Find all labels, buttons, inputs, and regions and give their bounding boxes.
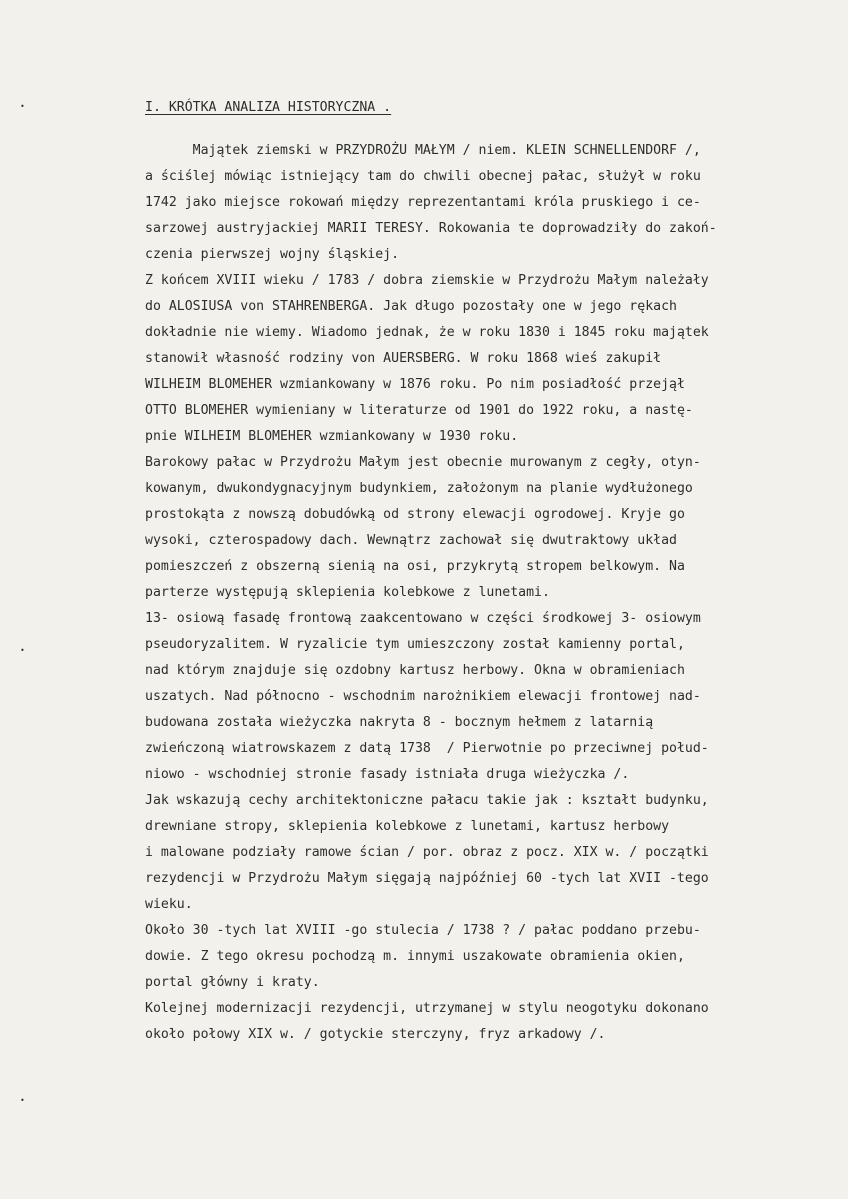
text-line: do ALOSIUSA von STAHRENBERGA. Jak długo pozostały one w jego rękach bbox=[145, 299, 677, 314]
text-line: a ściślej mówiąc istniejący tam do chwili obecnej pałac, służył w roku bbox=[145, 169, 701, 184]
text-line: i malowane podziały ramowe ścian / por. obraz z pocz. XIX w. / początki bbox=[145, 845, 709, 860]
text-line: prostokąta z nowszą dobudówką od strony elewacji ogrodowej. Kryje go bbox=[145, 507, 685, 522]
paragraph-list bbox=[145, 138, 795, 1048]
text-line: Jak wskazują cechy architektoniczne pałacu takie jak : kształt budynku, bbox=[145, 793, 709, 808]
text-line: stanowił własność rodziny von AUERSBERG. W roku 1868 wieś zakupił bbox=[145, 351, 662, 366]
text-line: parterze występują sklepienia kolebkowe z lunetami. bbox=[145, 585, 550, 600]
text-line: nad którym znajduje się ozdobny kartusz herbowy. Okna w obramieniach bbox=[145, 663, 685, 678]
paragraph bbox=[145, 138, 795, 268]
text-line: 13- osiową fasadę frontową zaakcentowano w części środkowej 3- osiowym bbox=[145, 611, 701, 626]
text-line: rezydencji w Przydrożu Małym sięgają najpóźniej 60 -tych lat XVII -tego bbox=[145, 871, 709, 886]
text-line: Majątek ziemski w PRZYDROŻU MAŁYM / niem. KLEIN SCHNELLENDORF /, bbox=[145, 143, 701, 158]
text-line: pomieszczeń z obszerną sienią na osi, przykrytą stropem belkowym. Na bbox=[145, 559, 685, 574]
text-line: OTTO BLOMEHER wymieniany w literaturze od 1901 do 1922 roku, a nastę- bbox=[145, 403, 693, 418]
punch-mark bbox=[20, 1098, 25, 1103]
text-line: wieku. bbox=[145, 897, 193, 912]
paragraph bbox=[145, 996, 795, 1048]
text-line: uszatych. Nad północno - wschodnim narożnikiem elewacji frontowej nad- bbox=[145, 689, 701, 704]
text-line: zwieńczoną wiatrowskazem z datą 1738 / Pierwotnie po przeciwnej połud- bbox=[145, 741, 709, 756]
punch-mark bbox=[20, 648, 25, 653]
text-line: dowie. Z tego okresu pochodzą m. innymi uszakowate obramienia okien, bbox=[145, 949, 685, 964]
text-line: Barokowy pałac w Przydrożu Małym jest obecnie murowanym z cegły, otyn- bbox=[145, 455, 701, 470]
text-line: WILHEIM BLOMEHER wzmiankowany w 1876 roku. Po nim posiadłość przejął bbox=[145, 377, 685, 392]
text-line: drewniane stropy, sklepienia kolebkowe z lunetami, kartusz herbowy bbox=[145, 819, 670, 834]
text-line: czenia pierwszej wojny śląskiej. bbox=[145, 247, 400, 262]
document-body bbox=[145, 95, 795, 1048]
text-line: Około 30 -tych lat XVIII -go stulecia / 1738 ? / pałac poddano przebu- bbox=[145, 923, 701, 938]
text-line: budowana została wieżyczka nakryta 8 - bocznym hełmem z latarnią bbox=[145, 715, 654, 730]
text-line: wysoki, czterospadowy dach. Wewnątrz zachował się dwutraktowy układ bbox=[145, 533, 677, 548]
paragraph bbox=[145, 606, 795, 788]
text-line: 1742 jako miejsce rokowań między reprezentantami króla pruskiego i ce- bbox=[145, 195, 701, 210]
text-line: kowanym, dwukondygnacyjnym budynkiem, założonym na planie wydłużonego bbox=[145, 481, 693, 496]
section-title: I. KRÓTKA ANALIZA HISTORYCZNA . bbox=[145, 100, 392, 115]
text-line: pnie WILHEIM BLOMEHER wzmiankowany w 1930 roku. bbox=[145, 429, 519, 444]
text-line: Kolejnej modernizacji rezydencji, utrzymanej w stylu neogotyku dokonano bbox=[145, 1001, 709, 1016]
paragraph bbox=[145, 450, 795, 606]
paragraph bbox=[145, 268, 795, 450]
punch-mark bbox=[20, 104, 25, 109]
text-line: sarzowej austryjackiej MARII TERESY. Rokowania te doprowadziły do zakoń- bbox=[145, 221, 717, 236]
text-line: portal główny i kraty. bbox=[145, 975, 320, 990]
paragraph bbox=[145, 788, 795, 918]
text-line: około połowy XIX w. / gotyckie sterczyny, fryz arkadowy /. bbox=[145, 1027, 606, 1042]
text-line: dokładnie nie wiemy. Wiadomo jednak, że w roku 1830 i 1845 roku majątek bbox=[145, 325, 709, 340]
text-line: pseudoryzalitem. W ryzalicie tym umieszczony został kamienny portal, bbox=[145, 637, 685, 652]
text-line: niowo - wschodniej stronie fasady istniała druga wieżyczka /. bbox=[145, 767, 630, 782]
text-line: Z końcem XVIII wieku / 1783 / dobra ziemskie w Przydrożu Małym należały bbox=[145, 273, 709, 288]
paragraph bbox=[145, 918, 795, 996]
